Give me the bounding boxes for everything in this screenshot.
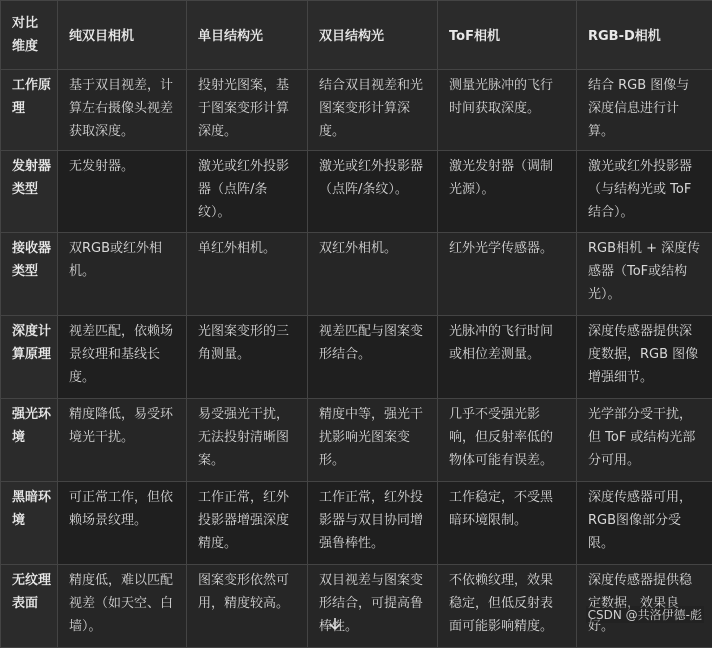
table-row: [1, 482, 712, 565]
table-row: [1, 151, 712, 233]
table-cell: 几乎不受强光影响，但反射率低的物体可能有误差。: [438, 399, 577, 482]
column-header: 双目结构光: [308, 1, 438, 70]
column-header: 纯双目相机: [58, 1, 187, 70]
row-header: 接收器类型: [1, 233, 58, 316]
table-cell: 可正常工作，但依赖场景纹理。: [58, 482, 187, 565]
watermark: CSDN @共洛伊德-彪: [586, 606, 704, 623]
table-cell: 双RGB或红外相机。: [58, 233, 187, 316]
column-header: ToF相机: [438, 1, 577, 70]
table-cell: 双红外相机。: [308, 233, 438, 316]
table-cell: 单红外相机。: [187, 233, 308, 316]
corner-header: 对比维度: [1, 1, 58, 70]
table-cell: 精度中等，强光干扰影响光图案变形。: [308, 399, 438, 482]
arrow-down-icon[interactable]: [327, 616, 343, 631]
row-header: 工作原理: [1, 70, 58, 151]
table-cell: 易受强光干扰，无法投射清晰图案。: [187, 399, 308, 482]
table-cell: 图案变形依然可用，精度较高。: [187, 565, 308, 648]
table-row: [1, 316, 712, 399]
table-cell: 激光或红外投影器（与结构光或 ToF 结合）。: [577, 151, 712, 233]
table-cell: 基于双目视差，计算左右摄像头视差获取深度。: [58, 70, 187, 151]
column-header: 单目结构光: [187, 1, 308, 70]
table-cell: 深度传感器提供深度数据，RGB 图像增强细节。: [577, 316, 712, 399]
table-cell: 工作正常，红外投影器增强深度精度。: [187, 482, 308, 565]
table-cell: 激光发射器（调制光源）。: [438, 151, 577, 233]
table-cell: 深度传感器提供稳定数据，效果良好。: [577, 565, 712, 648]
table-cell: 投射光图案，基于图案变形计算深度。: [187, 70, 308, 151]
table-row: [1, 70, 712, 151]
table-cell: 红外光学传感器。: [438, 233, 577, 316]
table-cell: 工作稳定，不受黑暗环境限制。: [438, 482, 577, 565]
table-cell: 不依赖纹理，效果稳定，但低反射表面可能影响精度。: [438, 565, 577, 648]
table-cell: 无发射器。: [58, 151, 187, 233]
row-header: 深度计算原理: [1, 316, 58, 399]
row-header: 发射器类型: [1, 151, 58, 233]
table-cell: 视差匹配与图案变形结合。: [308, 316, 438, 399]
table-row: [1, 399, 712, 482]
table-cell: 光图案变形的三角测量。: [187, 316, 308, 399]
table-cell: 双目视差与图案变形结合，可提高鲁棒性。: [308, 565, 438, 648]
table-cell: 工作正常，红外投影器与双目协同增强鲁棒性。: [308, 482, 438, 565]
table-cell: 结合双目视差和光图案变形计算深度。: [308, 70, 438, 151]
table-cell: 光脉冲的飞行时间或相位差测量。: [438, 316, 577, 399]
table-cell: 精度降低，易受环境光干扰。: [58, 399, 187, 482]
row-header: 无纹理表面: [1, 565, 58, 648]
column-header: RGB-D相机: [577, 1, 712, 70]
table-cell: 激光或红外投影器（点阵/条纹）。: [308, 151, 438, 233]
table-cell: 测量光脉冲的飞行时间获取深度。: [438, 70, 577, 151]
table-cell: 精度低，难以匹配视差（如天空、白墙）。: [58, 565, 187, 648]
table-row: [1, 233, 712, 316]
table-cell: 光学部分受干扰，但 ToF 或结构光部分可用。: [577, 399, 712, 482]
table-cell: 深度传感器可用，RGB图像部分受限。: [577, 482, 712, 565]
table-cell: RGB相机 + 深度传感器（ToF或结构光）。: [577, 233, 712, 316]
row-header: 强光环境: [1, 399, 58, 482]
header-row: [1, 1, 712, 70]
table-cell: 视差匹配，依赖场景纹理和基线长度。: [58, 316, 187, 399]
row-header: 黑暗环境: [1, 482, 58, 565]
table-cell: 结合 RGB 图像与深度信息进行计算。: [577, 70, 712, 151]
table-cell: 激光或红外投影器（点阵/条纹）。: [187, 151, 308, 233]
